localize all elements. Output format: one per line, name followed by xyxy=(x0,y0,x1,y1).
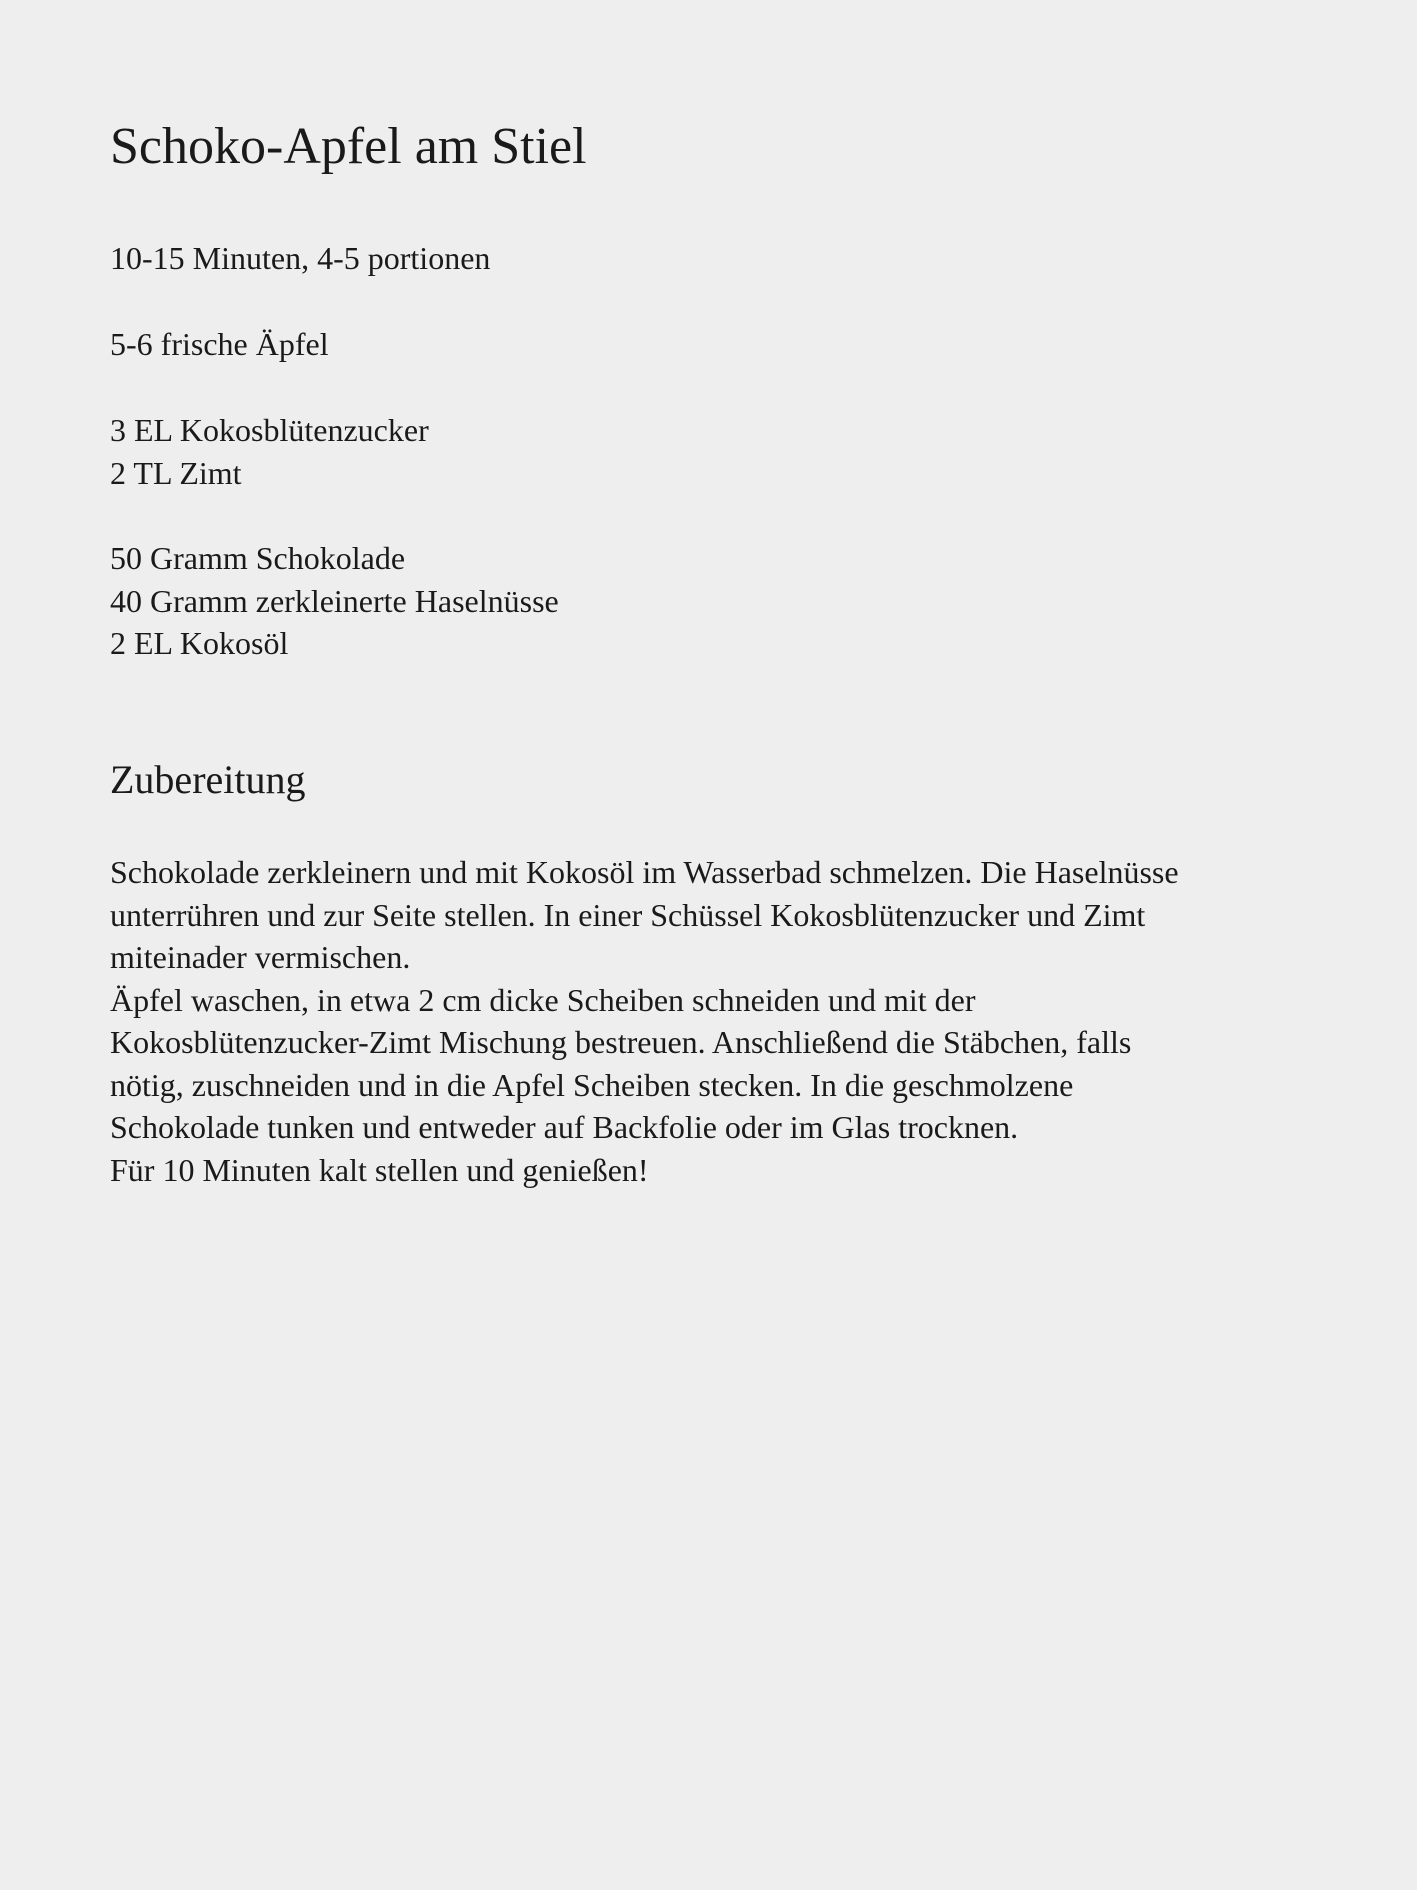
recipe-meta: 10-15 Minuten, 4-5 portionen xyxy=(110,240,491,276)
ingredient-item: 50 Gramm Schokolade xyxy=(110,540,406,576)
ingredient-item: 2 TL Zimt xyxy=(110,454,242,491)
instruction-line: Schokolade tunken und entweder auf Backfolie oder im Glas trocknen. xyxy=(110,1109,1019,1145)
preparation-heading: Zubereitung xyxy=(110,757,306,802)
ingredient-group-2 xyxy=(110,409,429,494)
instruction-line: nötig, zuschneiden und in die Apfel Scheiben stecken. In die geschmolzene xyxy=(110,1066,1074,1103)
ingredient-item: 40 Gramm zerkleinerte Haselnüsse xyxy=(110,582,559,619)
ingredient-group-1 xyxy=(110,323,329,366)
instruction-line: Für 10 Minuten kalt stellen und genießen! xyxy=(110,1151,649,1188)
instruction-line: Kokosblütenzucker-Zimt Mischung bestreuen. Anschließend die Stäbchen, falls xyxy=(110,1024,1132,1060)
recipe-title: Schoko-Apfel am Stiel xyxy=(110,118,587,175)
ingredient-item: 3 EL Kokosblütenzucker xyxy=(110,412,429,448)
ingredient-group-3 xyxy=(110,537,559,665)
instruction-line: Schokolade zerkleinern und mit Kokosöl im Wasserbad schmelzen. Die Haselnüsse xyxy=(110,854,1179,890)
preparation-instructions xyxy=(110,851,1330,1191)
instruction-line: miteinader vermischen. xyxy=(110,939,411,975)
ingredient-item: 5-6 frische Äpfel xyxy=(110,326,329,362)
ingredient-item: 2 EL Kokosöl xyxy=(110,625,289,661)
instruction-line: Äpfel waschen, in etwa 2 cm dicke Scheiben schneiden und mit der xyxy=(110,981,976,1018)
instruction-line: unterrühren und zur Seite stellen. In einer Schüssel Kokosblütenzucker und Zimt xyxy=(110,896,1146,933)
